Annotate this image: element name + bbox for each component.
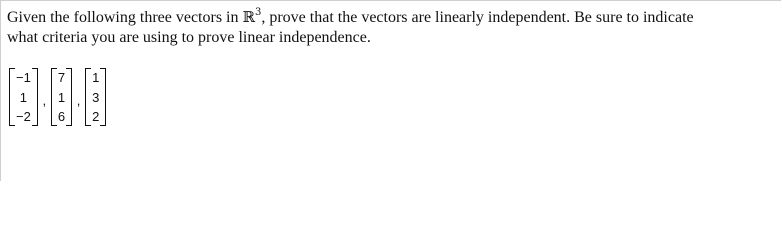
vector-1-entry-3: −2	[16, 109, 31, 124]
question-line-2: what criteria you are using to prove linear independence.	[7, 29, 371, 46]
right-bracket	[32, 68, 38, 126]
vector-3-entry-2: 3	[92, 89, 100, 105]
vector-2	[51, 67, 72, 127]
right-bracket	[66, 68, 72, 126]
vector-1-entry-2: 1	[19, 89, 28, 105]
question-line-1	[7, 4, 782, 28]
vector-3-entry-3: 2	[92, 109, 100, 124]
vector-1	[9, 67, 38, 127]
vector-1-entry-1: −1	[16, 70, 31, 85]
vector-2-entries	[57, 68, 66, 126]
right-bracket	[100, 68, 106, 126]
vector-separator-1: ,	[42, 92, 47, 108]
question-line-1-start: Given the following three vectors in	[7, 9, 243, 26]
question-line-1-end: , prove that the vectors are linearly independent. Be sure to indicate	[261, 9, 694, 26]
vector-2-entry-2: 1	[57, 89, 66, 105]
vector-1-entries	[15, 68, 32, 126]
real-space-letter: ℝ	[242, 8, 255, 26]
vector-3-entries	[91, 68, 100, 126]
vector-list	[9, 66, 106, 128]
question-text	[7, 4, 782, 48]
real-space-exponent: 3	[254, 7, 262, 18]
vector-3-entry-1: 1	[92, 70, 100, 85]
vector-separator-2: ,	[76, 92, 81, 108]
vector-2-entry-1: 7	[57, 70, 66, 85]
vector-3	[85, 67, 106, 127]
vector-2-entry-3: 6	[57, 109, 66, 124]
real-space-symbol	[243, 8, 262, 26]
